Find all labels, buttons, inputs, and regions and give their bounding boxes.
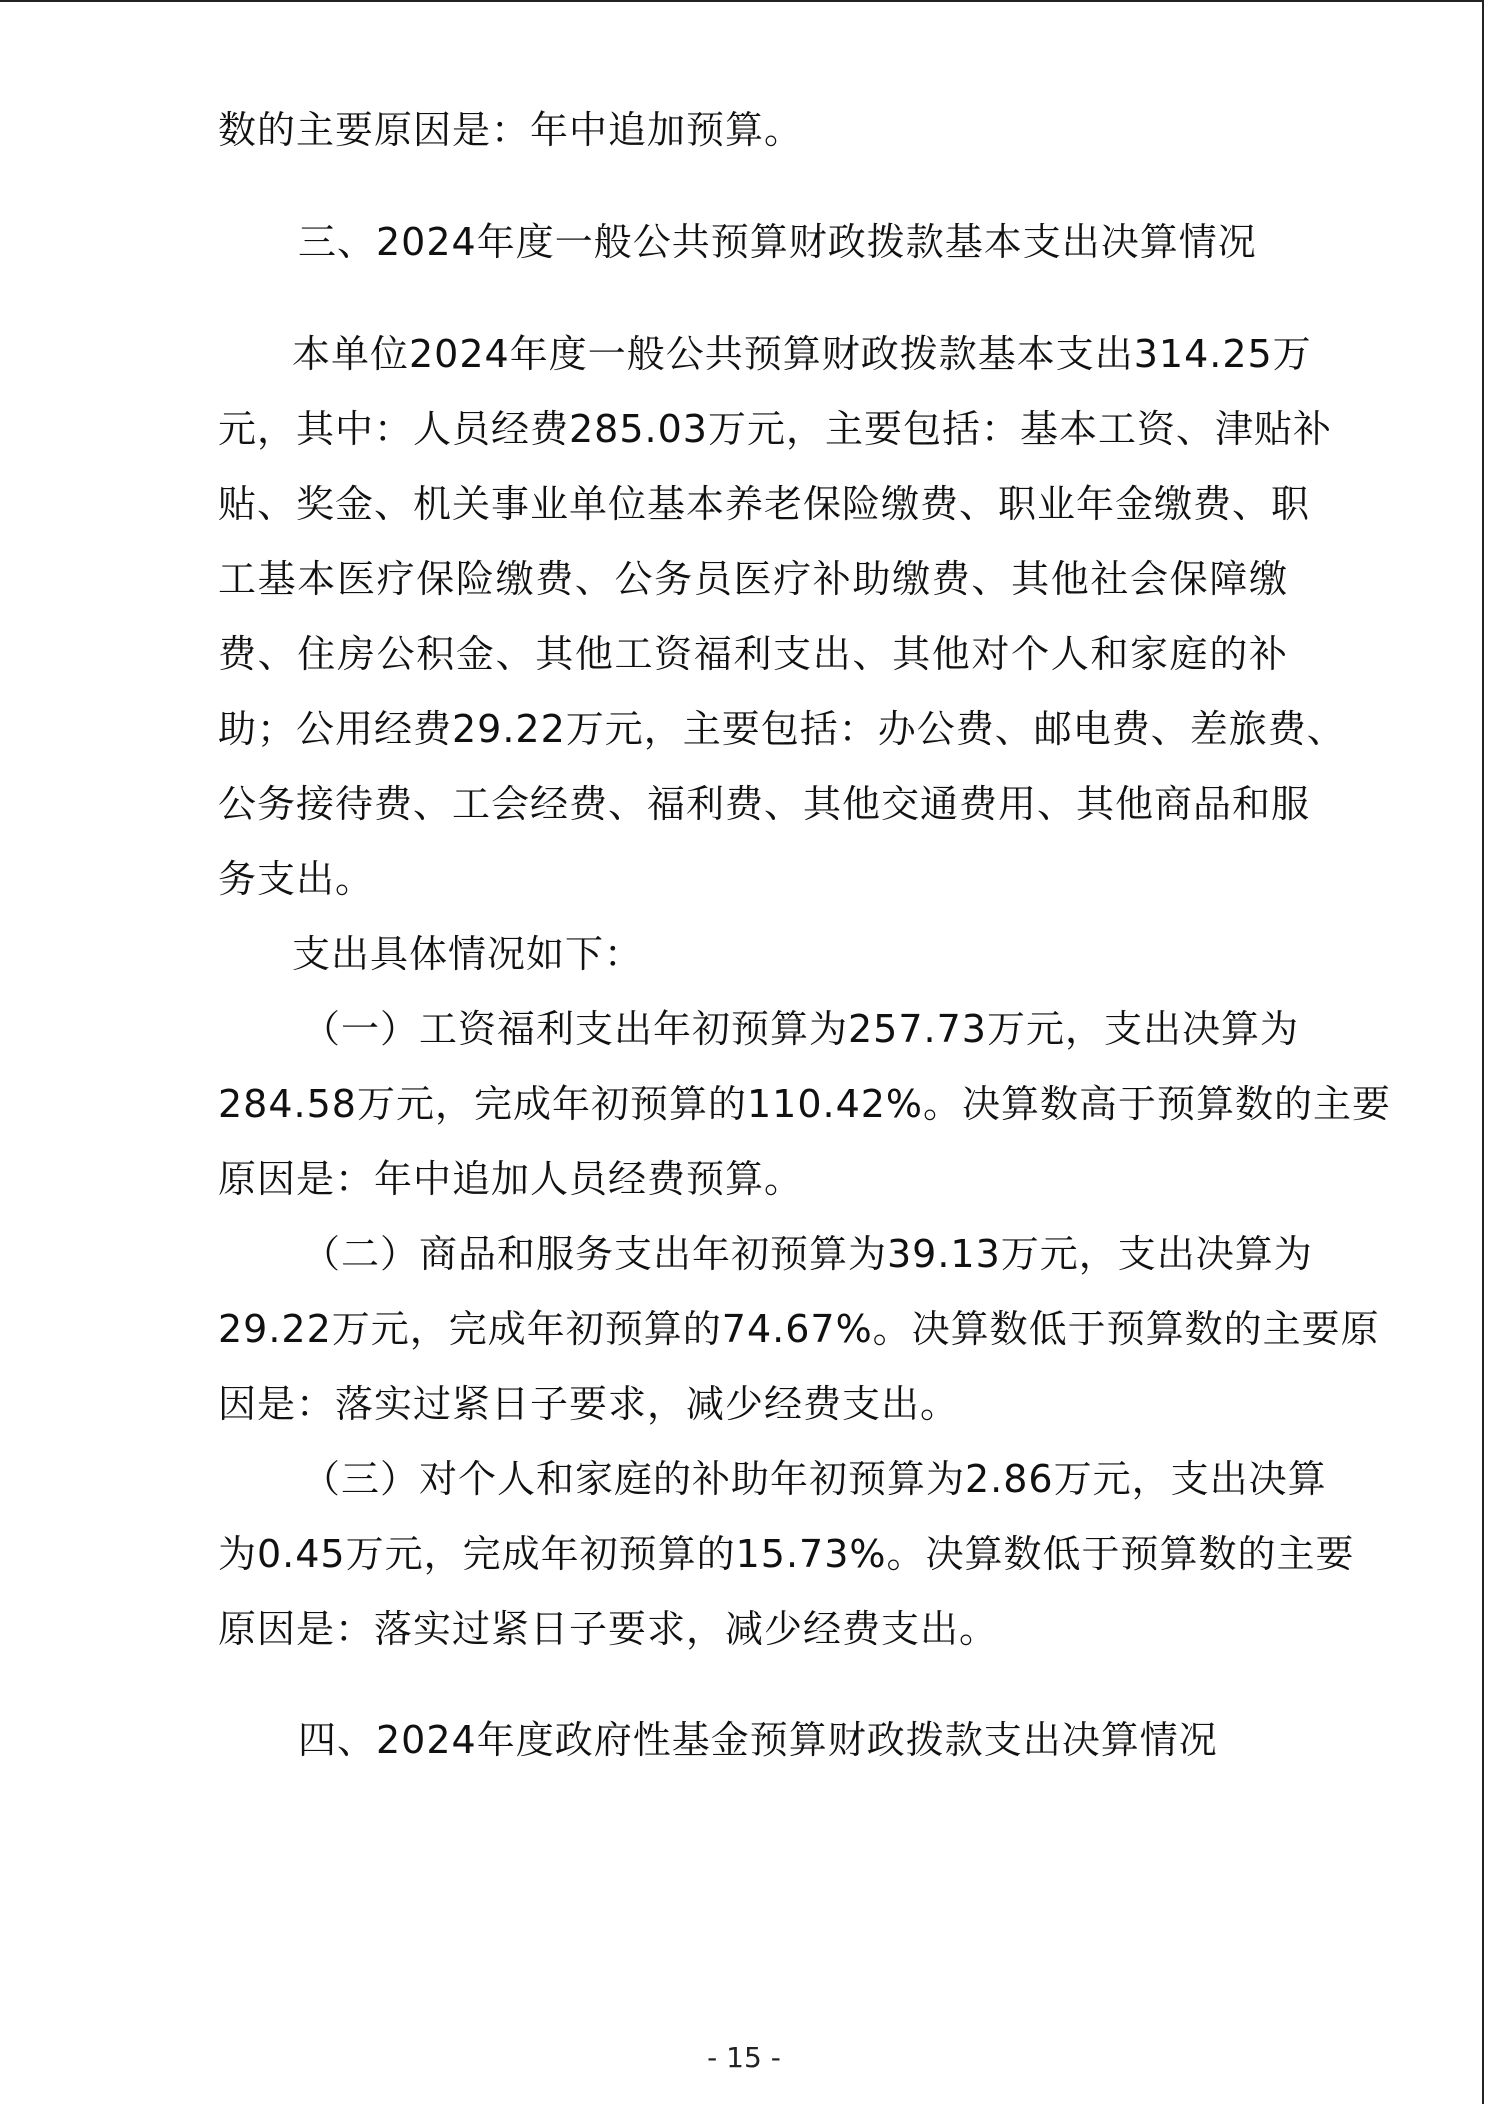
section-heading: 三、2024年度一般公共预算财政拨款基本支出决算情况: [298, 220, 1257, 264]
section-heading: 四、2024年度政府性基金预算财政拨款支出决算情况: [298, 1718, 1218, 1762]
paragraph-line: 公务接待费、工会经费、福利费、其他交通费用、其他商品和服: [218, 782, 1311, 826]
paragraph-line: （三）对个人和家庭的补助年初预算为2.86万元，支出决算: [302, 1457, 1327, 1501]
paragraph-line: 原因是：年中追加人员经费预算。: [218, 1157, 804, 1201]
page-number: - 15 -: [707, 2041, 781, 2074]
paragraph-line: 284.58万元，完成年初预算的110.42%。决算数高于预算数的主要: [218, 1082, 1392, 1126]
paragraph-line: 务支出。: [218, 857, 375, 901]
paragraph-line: 为0.45万元，完成年初预算的15.73%。决算数低于预算数的主要: [218, 1532, 1355, 1576]
paragraph-line: 因是：落实过紧日子要求，减少经费支出。: [218, 1382, 960, 1426]
paragraph-line: 支出具体情况如下：: [292, 932, 644, 976]
paragraph-line: 数的主要原因是：年中追加预算。: [218, 108, 804, 152]
paragraph-line: 费、住房公积金、其他工资福利支出、其他对个人和家庭的补: [218, 632, 1288, 676]
paragraph-line: 本单位2024年度一般公共预算财政拨款基本支出314.25万: [292, 332, 1312, 376]
paragraph-line: （二）商品和服务支出年初预算为39.13万元，支出决算为: [302, 1232, 1313, 1276]
paragraph-line: （一）工资福利支出年初预算为257.73万元，支出决算为: [302, 1007, 1299, 1051]
paragraph-line: 工基本医疗保险缴费、公务员医疗补助缴费、其他社会保障缴: [218, 557, 1288, 601]
paragraph-line: 原因是：落实过紧日子要求，减少经费支出。: [218, 1607, 999, 1651]
paragraph-line: 贴、奖金、机关事业单位基本养老保险缴费、职业年金缴费、职: [218, 482, 1311, 526]
paragraph-line: 助；公用经费29.22万元，主要包括：办公费、邮电费、差旅费、: [218, 707, 1346, 751]
paragraph-line: 元，其中：人员经费285.03万元，主要包括：基本工资、津贴补: [218, 407, 1332, 451]
paragraph-line: 29.22万元，完成年初预算的74.67%。决算数低于预算数的主要原: [218, 1307, 1380, 1351]
